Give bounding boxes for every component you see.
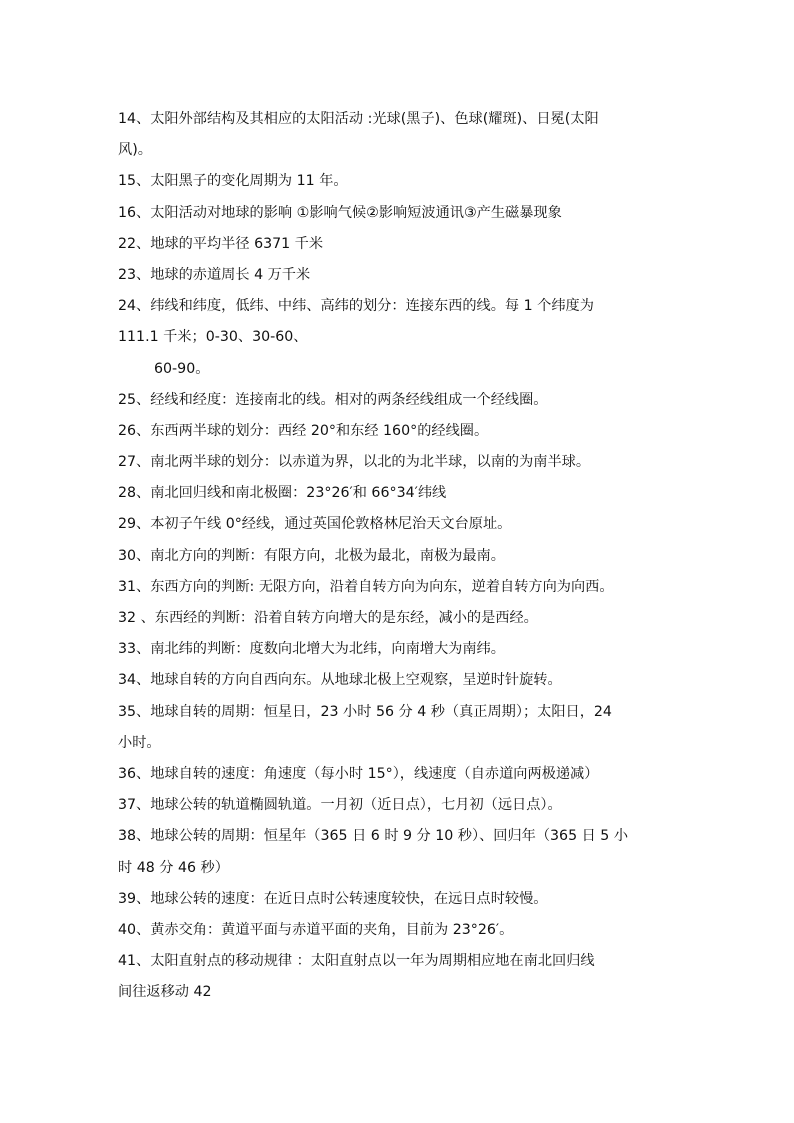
text-line: 38、地球公转的周期：恒星年（365 日 6 时 9 分 10 秒）、回归年（365 日 5 小 bbox=[118, 828, 629, 845]
text-line: 26、东西两半球的划分：西经 20°和东经 160°的经线圈。 bbox=[118, 422, 489, 439]
text-line: 14、太阳外部结构及其相应的太阳活动 :光球(黑子)、色球(耀斑)、日冕(太阳 bbox=[118, 111, 599, 127]
text-line: 31、东西方向的判断: 无限方向，沿着自转方向为向东，逆着自转方向为向西。 bbox=[118, 578, 614, 595]
text-line: 23、地球的赤道周长 4 万千米 bbox=[118, 266, 311, 283]
text-line: 29、本初子午线 0°经线，通过英国伦敦格林尼治天文台原址。 bbox=[118, 516, 512, 533]
text-line: 32 、东西经的判断：沿着自转方向增大的是东经，减小的是西经。 bbox=[118, 610, 538, 626]
text-line: 33、南北纬的判断：度数向北增大为北纬，向南增大为南纬。 bbox=[118, 641, 505, 658]
text-line: 间往返移动 42 bbox=[118, 984, 212, 1001]
text-line: 111.1 千米；0-30、30-60、 bbox=[118, 329, 308, 346]
text-line: 27、南北两半球的划分：以赤道为界，以北的为北半球，以南的为南半球。 bbox=[118, 454, 591, 471]
text-line: 37、地球公转的轨道椭圆轨道。一月初（近日点），七月初（远日点）。 bbox=[118, 797, 562, 814]
text-line: 风)。 bbox=[118, 142, 152, 159]
text-line: 15、太阳黑子的变化周期为 11 年。 bbox=[118, 173, 348, 190]
text-body bbox=[118, 104, 688, 1008]
text-line: 40、黄赤交角：黄道平面与赤道平面的夹角，目前为 23°26′。 bbox=[118, 921, 514, 938]
text-line: 30、南北方向的判断：有限方向，北极为最北，南极为最南。 bbox=[118, 547, 505, 564]
text-line: 39、地球公转的速度：在近日点时公转速度较快，在远日点时较慢。 bbox=[118, 890, 548, 907]
text-line: 16、太阳活动对地球的影响 ①影响气候②影响短波通讯③产生磁暴现象 bbox=[118, 204, 562, 221]
text-line: 22、地球的平均半径 6371 千米 bbox=[118, 235, 324, 252]
text-line-indented: 60-90。 bbox=[154, 360, 210, 377]
text-line: 24、纬线和纬度，低纬、中纬、高纬的划分：连接东西的线。每 1 个纬度为 bbox=[118, 298, 594, 315]
text-line: 36、地球自转的速度：角速度（每小时 15°），线速度（自赤道向两极递减） bbox=[118, 765, 599, 782]
text-line: 25、经线和经度：连接南北的线。相对的两条经线组成一个经线圈。 bbox=[118, 391, 548, 408]
text-line: 41、太阳直射点的移动规律 ：太阳直射点以一年为周期相应地在南北回归线 bbox=[118, 953, 595, 970]
text-line: 34、地球自转的方向自西向东。从地球北极上空观察，呈逆时针旋转。 bbox=[118, 672, 562, 689]
text-line: 28、南北回归线和南北极圈：23°26′和 66°34′纬线 bbox=[118, 485, 447, 502]
text-line: 小时。 bbox=[118, 734, 161, 751]
text-line: 时 48 分 46 秒） bbox=[118, 859, 229, 876]
text-line: 35、地球自转的周期：恒星日，23 小时 56 分 4 秒（真正周期）；太阳日，24 bbox=[118, 703, 612, 720]
